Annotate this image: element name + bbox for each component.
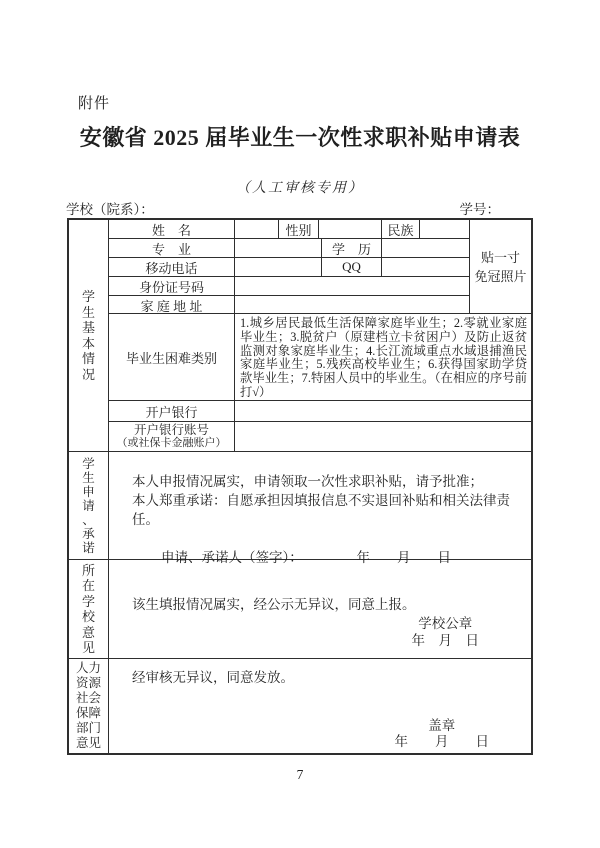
section-hr-side-label-text: 人力资源社会保障部门意见 [75,661,101,750]
row-home-address [109,296,469,315]
photo-note-line2: 免冠照片 [474,268,527,284]
school-seal-label: 学校公章 [418,616,473,631]
hr-opinion-date: 年 月 日 [394,734,489,749]
section-pledge-content [109,452,531,565]
application-form-table [67,218,533,755]
name-value [235,220,279,238]
name-label: 姓 名 [109,220,235,238]
section-school-opinion [69,560,531,659]
bank-account-value [235,422,531,451]
row-name-gender-ethnicity [109,220,469,239]
school-line [66,198,533,218]
row-difficulty-category [109,314,531,401]
ethnicity-label: 民族 [382,220,420,238]
section-basic-content [109,220,531,451]
hr-seal-block [395,718,490,753]
pledge-date: 年 月 日 [356,550,451,565]
bank-value [235,401,531,421]
major-label: 专 业 [109,239,235,257]
gender-label: 性别 [279,220,319,238]
section-hr-content [109,659,531,753]
home-address-value [235,296,469,315]
row-major-education [109,239,469,258]
bank-account-label-line1: 开户银行账号 [133,423,209,437]
section-pledge-side-label [69,452,109,559]
bank-account-label [109,422,235,451]
id-number-value [235,277,469,295]
mobile-value [235,258,322,276]
bank-label: 开户银行 [109,401,235,421]
qq-label: QQ [322,258,382,276]
row-bank [109,401,531,422]
bank-account-label-line2: （或社保卡金融账户） [116,437,227,449]
page-subtitle: （人工审核专用） [236,181,364,196]
hr-seal-label: 盖章 [428,718,456,733]
section-student-pledge [69,452,531,565]
section-pledge-side-label-text: 学生申请、承诺 [82,456,95,555]
difficulty-category-text: 1.城乡居民最低生活保障家庭毕业生；2.零就业家庭毕业生；3.脱贫户（原建档立卡贫困户）及防止返贫监测对象家庭毕业生；4.长江流域重点水域退捕渔民家庭毕业生；5.残疾高校毕业生；6.获得国家助学贷款毕业生；7.特困人员中的毕业生。（在相应的序号前打√） [240,316,527,399]
school-field-label: 学校（院系）： [66,202,154,217]
section-student-basic-info [69,220,531,452]
pledge-sign-label: 申请、承诺人（签字）： [161,550,303,565]
hr-opinion-text: 经审核无异议，同意发放。 [132,670,294,685]
school-opinion-text: 该生填报情况属实，经公示无异议，同意上报。 [132,597,416,612]
attachment-label: 附件 [78,96,111,112]
row-bank-account [109,422,531,451]
pledge-line-1: 本人申报情况属实，申请领取一次性求职补贴，请予批准； [132,474,483,489]
home-address-label: 家 庭 地 址 [109,296,235,315]
major-value [235,239,322,257]
ethnicity-value [420,220,469,238]
mobile-label: 移动电话 [109,258,235,276]
page-title: 安徽省 2025 届毕业生一次性求职补贴申请表 [79,125,521,150]
section-hr-side-label [69,659,109,753]
qq-value [382,258,469,276]
student-no-label: 学号： [459,202,500,217]
section-school-content [109,560,531,658]
page-number: 7 [296,767,304,782]
gender-value [319,220,382,238]
school-opinion-date: 年 月 日 [411,633,479,648]
school-seal-block [412,615,480,649]
education-value [382,239,469,257]
section-basic-side-label-text: 学生基本情况 [81,289,95,382]
difficulty-category-label: 毕业生困难类别 [109,314,235,400]
education-label: 学 历 [322,239,382,257]
photo-note-line1: 贴一寸 [480,249,520,265]
id-number-label: 身份证号码 [109,277,235,295]
row-id-number [109,277,469,296]
hr-section-spacer [109,686,531,718]
basic-top-block [109,220,531,314]
photo-placeholder-cell [469,220,531,313]
row-mobile-qq [109,258,469,277]
section-school-side-label [69,560,109,658]
pledge-line-2: 本人郑重承诺：自愿承担因填报信息不实退回补贴和相关法律责任。 [132,493,510,527]
section-school-side-label-text: 所在学校意见 [81,562,95,655]
section-basic-side-label [69,220,109,451]
section-hr-opinion [69,659,531,753]
